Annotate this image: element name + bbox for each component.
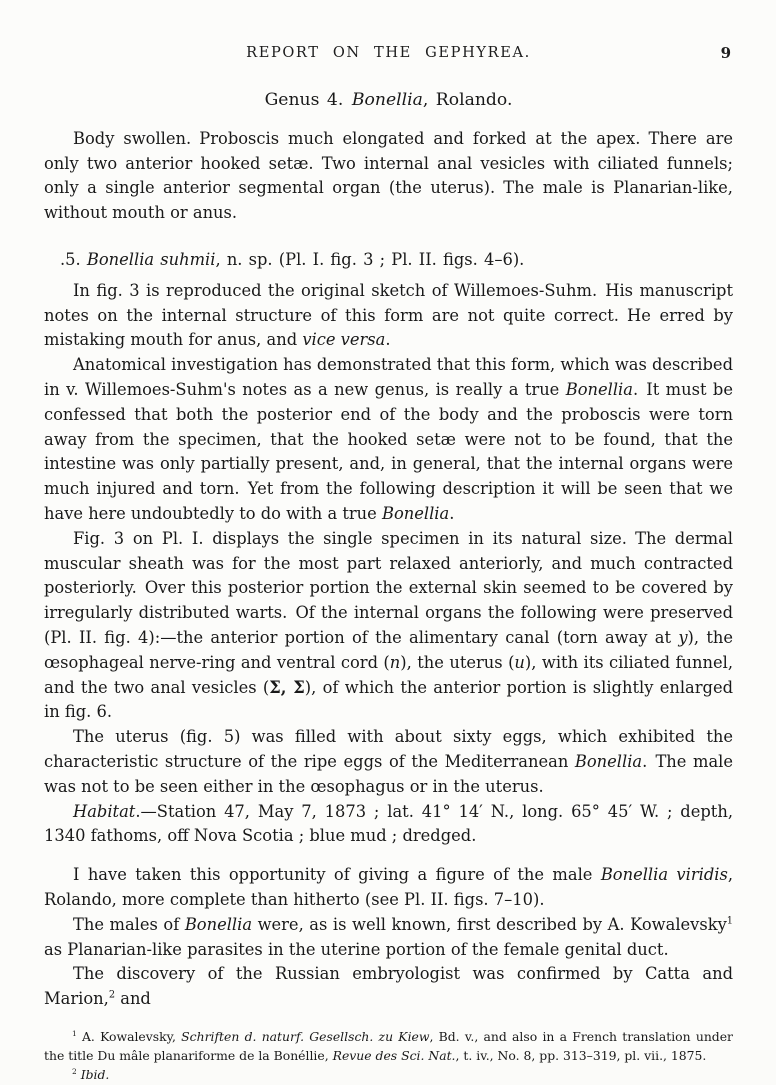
paragraph-genus-description: Body swollen. Proboscis much elongated and forked at the apex. There are only two anterior hooked setæ. Two internal anal vesicles with ciliated funnels; only a single anterior segmental organ (the uterus). The male is Planarian-like, without mouth or anus.	[44, 128, 733, 223]
text-column	[44, 88, 733, 1085]
paragraph-specimen-description: Fig. 3 on Pl. I. displays the single specimen in its natural size. The dermal muscular sheath was for the most part relaxed anteriorly, and much contracted posteriorly. Over this posterior portion the external skin seemed to be covered by irregularly distributed warts. Of the internal organs the following were preserved (Pl. II. fig. 4):—the anterior portion of the alimentary canal (torn away at y), the œsophageal nerve-ring and ventral cord (n), the uterus (u), with its ciliated funnel, and the two anal vesicles (Σ, Σ), of which the anterior portion is slightly enlarged in fig. 6.	[44, 528, 734, 722]
running-head-title: REPORT ON THE GEPHYREA.	[246, 44, 531, 61]
paragraph-males-kowalevsky: The males of Bonellia were, as is well known, first described by A. Kowalevsky$^1$ as Planarian-like parasites in the uterine portion of the female genital duct.	[44, 914, 733, 959]
paragraph-fig3-sketch: In fig. 3 is reproduced the original sketch of Willemoes-Suhm. His manuscript notes on the internal structure of this form are not quite correct. He erred by mistaking mouth for anus, and vice versa.	[44, 280, 733, 350]
paragraph-uterus-eggs: The uterus (fig. 5) was filled with about sixty eggs, which exhibited the characteristic structure of the ripe eggs of the Mediterranean Bonellia. The male was not to be seen either in the œsophagus or in the uterus.	[44, 727, 733, 796]
genus-heading: Genus 4. Bonellia, Rolando.	[264, 90, 513, 110]
paragraph-anatomical-investigation: Anatomical investigation has demonstrated that this form, which was described in v. Willemoes-Suhm's notes as a new genus, is really a true Bonellia. It must be confessed that both the posterior end of the body and the proboscis were torn away from the specimen, that the hooked setæ were not to be found, that the intestine was only partially present, and, in general, that the internal organs were much injured and torn. Yet from the following description it will be seen that we have here undoubtedly to do with a true Bonellia.	[44, 355, 733, 523]
footnote-2: $^2$ Ibid.	[72, 1067, 110, 1083]
footnote-1: $^1$ A. Kowalevsky, Schriften d. naturf. Gesellsch. zu Kiew, Bd. v., and also in a French translation under the title Du mâle planariforme de la Bonéllie, Revue des Sci. Nat., t. iv., No. 8, pp. 313–319, pl. vii., 1875.	[44, 1028, 733, 1064]
species-heading: .5. Bonellia suhmii, n. sp. (Pl. I. fig. 3 ; Pl. II. figs. 4–6).	[60, 249, 525, 269]
paragraph-habitat: Habitat.—Station 47, May 7, 1873 ; lat. 41° 14′ N., long. 65° 45′ W. ; depth, 1340 fathoms, off Nova Scotia ; blue mud ; dredged.	[44, 801, 733, 846]
paragraph-male-figure: I have taken this opportunity of giving a figure of the male Bonellia viridis, Rolando, more complete than hitherto (see Pl. II. figs. 7–10).	[44, 865, 733, 909]
page-number: 9	[720, 44, 731, 62]
running-head	[44, 44, 733, 64]
paragraph-discovery-confirmed: The discovery of the Russian embryologist was confirmed by Catta and Marion,$^2$ and	[44, 964, 733, 1009]
